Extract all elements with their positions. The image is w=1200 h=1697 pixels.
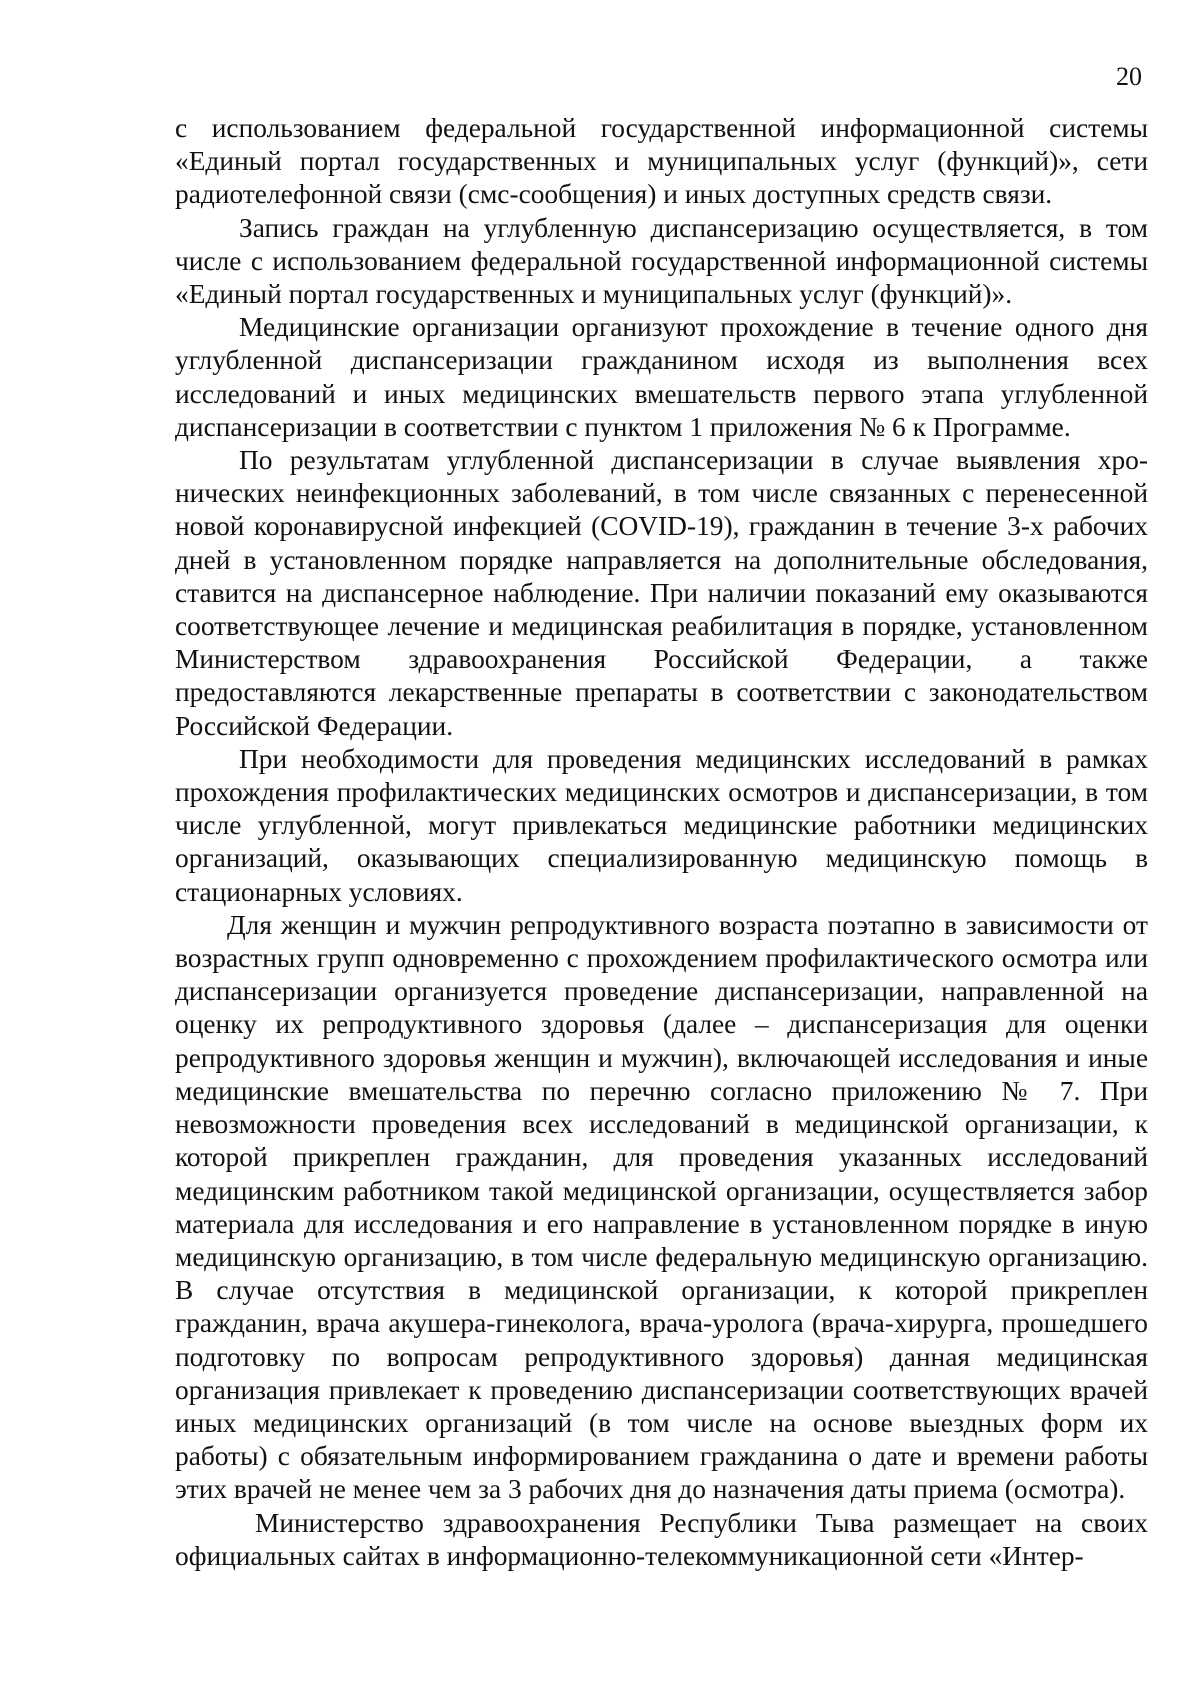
paragraph-appointment-booking: Запись граждан на углубленную диспансеризацию осуществляется, в том числе с использованием федеральной государственной информационной системы «Единый портал государственных и муниципальных услуг (функций)». [175, 212, 1148, 310]
paragraph-examination-results: По результатам углубленной диспансеризации в случае выявления хронических неинфекционных заболеваний, в том числе связанных с перенесенной новой коронавирусной инфекцией (COVID-19), гражданин в течение 3-х рабочих дней в установленном порядке направляется на дополнительные обследования, ставится на диспансерное наблюдение. При наличии показаний ему оказываются соответствующее лечение и медицинская реабилитация в порядке, установленном Министерством здравоохранения Российской Федерации, а также предоставляются лекарственные препараты в соответствии с законодательством Российской Федерации. [175, 445, 1148, 741]
paragraph-reproductive-health: Для женщин и мужчин репродуктивного возраста поэтапно в зависимости от возрастных групп одновременно с прохождением профилактического осмотра или диспансеризации организуется проведение диспансеризации, направленной на оценку их репродуктивного здоровья (далее – диспансеризация для оценки репродуктивного здоровья женщин и мужчин), включающей исследования и иные медицинские вмешательства по перечню согласно приложению № 7. При невозможности проведения всех исследований в медицинской организации, к которой прикреплен гражданин, для проведения указанных исследований медицинским работником такой медицинской организации, осуществляется забор материала для исследования и его направление в установленном порядке в иную медицинскую организацию, в том числе федеральную медицинскую организацию. В случае отсутствия в медицинской организации, к которой прикреплен гражданин, врача акушера-гинеколога, врача-уролога (врача-хирурга, прошедшего подготовку по вопросам репродуктивного здоровья) данная медицинская организация привлекает к проведению диспансеризации соответствующих врачей иных медицинских организаций (в том числе на основе выездных форм их работы) с обязательным информированием гражданина о дате и времени работы этих врачей не менее чем за 3 рабочих дня до назначения даты приема (осмотра). [175, 909, 1148, 1505]
document-body [175, 112, 1148, 1573]
paragraph-ministry-website: Министерство здравоохранения Республики Тыва размещает на своих официальных сайтах в информационно-телекоммуникационной сети «Интер- [175, 1507, 1148, 1571]
paragraph-one-day-examination: Медицинские организации организуют прохождение в течение одного дня углубленной диспансеризации гражданином исходя из выполнения всех исследований и иных медицинских вмешательств первого этапа углубленной диспансеризации в соответствии с пунктом 1 приложения № 6 к Программе. [175, 312, 1148, 442]
paragraph-medical-workers: При необходимости для проведения медицинских исследований в рамках прохождения профилактических медицинских осмотров и диспансеризации, в том числе углубленной, могут привлекаться медицинские работники медицинских организаций, оказывающих специализированную медицинскую помощь в стационарных условиях. [175, 743, 1148, 907]
page-number: 20 [1116, 62, 1142, 91]
paragraph-continuation: с использованием федеральной государственной информационной системы «Единый портал государственных и муниципальных услуг (функций)», сети радиотелефонной связи (смс-сообщения) и иных доступных средств связи. [175, 113, 1148, 210]
